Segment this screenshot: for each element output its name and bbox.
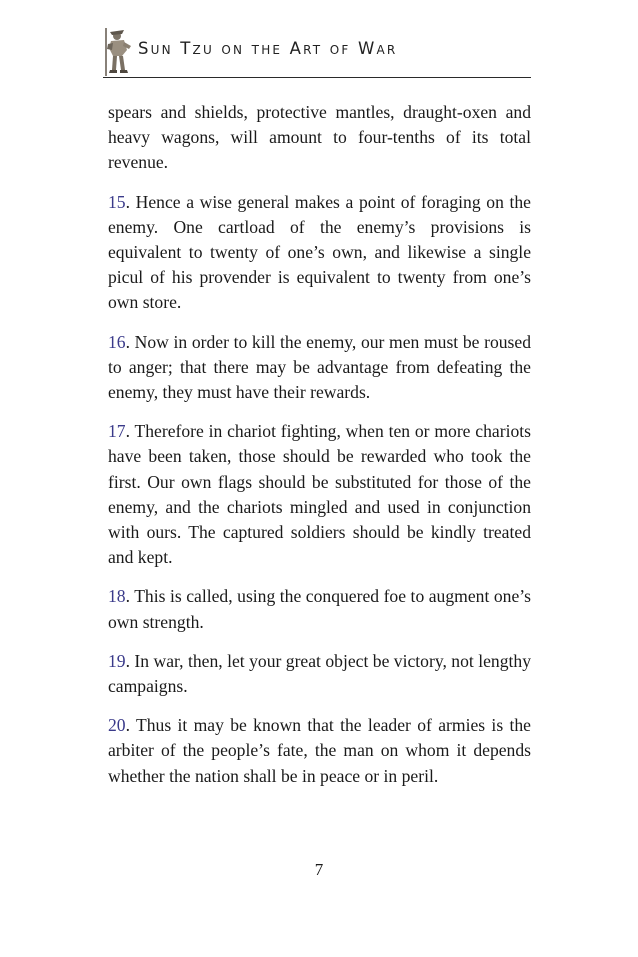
verse-number: 20 xyxy=(108,715,126,736)
paragraph-text: . This is called, using the conquered foe to augment one’s own strength. xyxy=(108,586,531,632)
verse-number: 18 xyxy=(108,586,126,607)
paragraph-15 xyxy=(108,190,531,316)
paragraph-text: spears and shields, protective mantles, draught-oxen and heavy wagons, will amount to four-tenths of its total revenue. xyxy=(108,102,531,173)
paragraph-16 xyxy=(108,330,531,406)
paragraph-18 xyxy=(108,584,531,634)
header-divider xyxy=(103,77,531,78)
verse-number: 19 xyxy=(108,650,126,671)
paragraph-continuation xyxy=(108,100,531,176)
verse-number: 16 xyxy=(108,331,126,352)
paragraph-text: . Hence a wise general makes a point of foraging on the enemy. One cartload of the enemy’s provisions is equivalent to twenty of one’s own, and likewise a single picul of his provender is equivalent to twenty from one’s own store. xyxy=(108,191,531,313)
page-body xyxy=(108,100,531,803)
paragraph-text: . In war, then, let your great object be victory, not lengthy campaigns. xyxy=(108,650,531,697)
paragraph-20 xyxy=(108,713,531,789)
paragraph-text: . Therefore in chariot fighting, when ten or more chariots have been taken, those should be rewarded who took the first. Our own flags should be substituted for those of the enemy, and the chariots mingled and used in conjunction with ours. The captured soldiers should be kindly treated and kept. xyxy=(108,421,531,568)
running-header-title: Sun Tzu on the Art of War xyxy=(138,39,398,58)
paragraph-19 xyxy=(108,649,531,699)
verse-number: 15 xyxy=(108,191,126,212)
page-number: 7 xyxy=(314,860,324,879)
paragraph-text: . Now in order to kill the enemy, our men must be roused to anger; that there may be advantage from defeating the enemy, they must have their rewards. xyxy=(108,331,531,403)
verse-number: 17 xyxy=(108,421,126,442)
page-header xyxy=(100,26,531,80)
paragraph-17 xyxy=(108,419,531,570)
warrior-figure-icon xyxy=(100,26,136,76)
paragraph-text: . Thus it may be known that the leader of armies is the arbiter of the people’s fate, the man on whom it depends whether the nation shall be in peace or in peril. xyxy=(108,715,531,786)
